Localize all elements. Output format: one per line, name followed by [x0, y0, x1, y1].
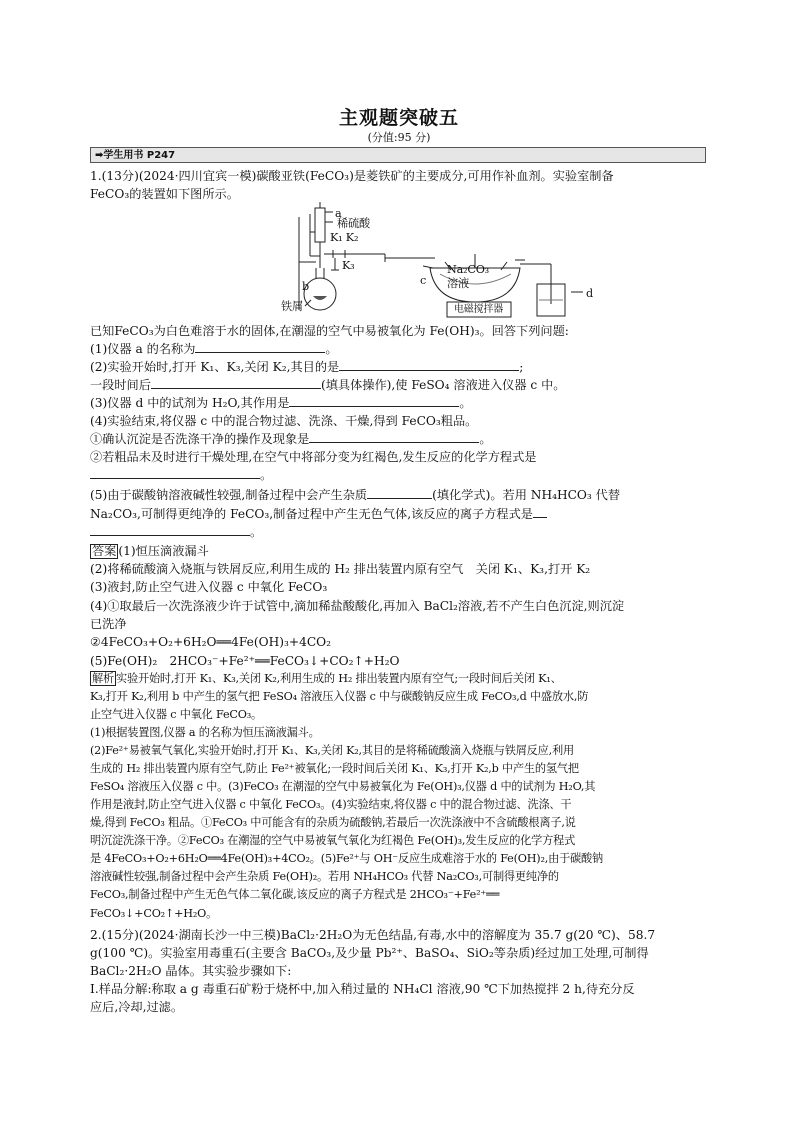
label-d: d [586, 287, 593, 300]
label-magnetic-stirrer: 电磁搅拌器 [454, 304, 503, 315]
label-b: b [302, 280, 309, 293]
textbook-reference-bar: ➡学生用书 P247 [90, 147, 706, 163]
q1-part-2b [90, 377, 566, 393]
label-c: c [420, 274, 427, 287]
q2-line-4: Ⅰ.样品分解:称取 a g 毒重石矿粉于烧杯中,加入稍过量的 NH₄Cl 溶液,90 ℃下加热搅拌 2 h,待充分反 [90, 982, 635, 996]
analysis-line-2: K₃,打开 K₂,利用 b 中产生的氢气把 FeSO₄ 溶液压入仪器 c 中与碳酸钠反应生成 FeCO₃,d 中盛放水,防 [90, 690, 589, 703]
q1-part-4b-blank [90, 467, 272, 483]
label-a: a [335, 207, 342, 220]
analysis-line-12: 溶液碱性较强,制备过程中会产生杂质 Fe(OH)₂。若用 NH₄HCO₃ 代替 Na₂CO₃,可制得更纯净的 [90, 870, 559, 883]
label-k3: K₃ [342, 259, 355, 272]
answer-blank [339, 359, 519, 371]
semicolon: ; [519, 360, 524, 374]
q2-line-3: BaCl₂·2H₂O 晶体。其实验步骤如下: [90, 964, 292, 978]
q1-part-4a-text: ①确认沉淀是否洗涤干净的操作及现象是 [90, 432, 310, 446]
q1-part-4: (4)实验结束,将仪器 c 中的混合物过滤、洗涤、干燥,得到 FeCO₃粗品。 [90, 414, 478, 428]
analysis-line-11: 是 4FeCO₃+O₂+6H₂O══4Fe(OH)₃+4CO₂。(5)Fe²⁺与 OH⁻反应生成难溶于水的 Fe(OH)₂,由于碳酸钠 [90, 852, 604, 865]
q1-part-5a-text: (5)由于碳酸钠溶液碱性较强,制备过程中会产生杂质 [90, 488, 368, 502]
answer-1: (1)恒压滴液漏斗 [118, 544, 209, 558]
q1-part-5a [90, 487, 620, 503]
analysis-line-7: FeSO₄ 溶液压入仪器 c 中。(3)FeCO₃ 在潮湿的空气中易被氧化为 Fe(OH)₃,仪器 d 中的试剂为 H₂O,其 [90, 780, 596, 793]
page-subtitle: (分值:95 分) [367, 131, 431, 144]
period: 。 [459, 396, 472, 410]
answer-tag: 答案 [92, 544, 117, 558]
analysis-line-1 [90, 671, 562, 687]
q1-part-5c-text: Na₂CO₃,可制得更纯净的 FeCO₃,制备过程中产生无色气体,该反应的离子方程式是 [90, 507, 533, 521]
analysis-line-3: 止空气进入仪器 c 中氧化 FeCO₃。 [90, 708, 262, 721]
answer-blank [151, 377, 321, 389]
label-k1-k2: K₁ K₂ [330, 231, 359, 244]
q1-part-5c-blank [90, 524, 262, 540]
analysis-line-6: 生成的 H₂ 排出装置内原有空气,防止 Fe²⁺被氧化;一段时间后关闭 K₁、K₃,打开 K₂,b 中产生的氢气把 [90, 762, 579, 775]
analysis-line-9: 燥,得到 FeCO₃ 粗品。①FeCO₃ 中可能含有的杂质为硫酸钠,若最后一次洗涤液中不含硫酸根离子,说 [90, 816, 576, 829]
q1-intro: 已知FeCO₃为白色难溶于水的固体,在潮湿的空气中易被氧化为 Fe(OH)₃。回答下列问题: [90, 324, 569, 338]
q1-part-3 [90, 395, 472, 411]
q2-line-5: 应后,冷却,过滤。 [90, 1000, 184, 1014]
label-dilute-sulfuric-acid: 稀硫酸 [337, 217, 370, 230]
label-na2co3: Na₂CO₃ [447, 263, 489, 276]
answer-4a: (4)①取最后一次洗涤液少许于试管中,滴加稀盐酸酸化,再加入 BaCl₂溶液,若不产生白色沉淀,则沉淀 [90, 599, 625, 613]
q2-line-2: g(100 ℃)。实验室用毒重石(主要含 BaCO₃,及少量 Pb²⁺、BaSO₄、SiO₂等杂质)经过加工处理,可制得 [90, 946, 649, 960]
q1-part-3-text: (3)仪器 d 中的试剂为 H₂O,其作用是 [90, 396, 290, 410]
period: 。 [260, 468, 273, 482]
page-title: 主观题突破五 [338, 107, 459, 129]
q1-part-2b-text: 一段时间后 [90, 378, 151, 392]
analysis-line-13: FeCO₃,制备过程中产生无色气体二氧化碳,该反应的离子方程式是 2HCO₃⁻+Fe²⁺══ [90, 888, 500, 901]
q2-line-1: 2.(15分)(2024·湖南长沙一中三模)BaCl₂·2H₂O为无色结晶,有毒,水中的溶解度为 35.7 g(20 ℃)、58.7 [90, 928, 656, 942]
answer-blank [289, 395, 459, 407]
answer-blank [533, 506, 547, 518]
answer-blank [90, 467, 260, 479]
q1-line-2: FeCO₃的装置如下图所示。 [90, 187, 239, 201]
answer-line-1 [90, 543, 209, 559]
analysis-line-4: (1)根据装置图,仪器 a 的名称为恒压滴液漏斗。 [90, 726, 320, 739]
answer-5: (5)Fe(OH)₂ 2HCO₃⁻+Fe²⁺══FeCO₃↓+CO₂↑+H₂O [90, 654, 400, 668]
analysis-line-8: 作用是液封,防止空气进入仪器 c 中氧化 FeCO₃。(4)实验结束,将仪器 c 中的混合物过滤、洗涤、干 [90, 798, 572, 811]
answer-3: (3)液封,防止空气进入仪器 c 中氧化 FeCO₃ [90, 580, 328, 594]
q1-part-2a [90, 359, 523, 375]
q1-part-1-text: (1)仪器 a 的名称为 [90, 342, 196, 356]
answer-blank [195, 341, 325, 353]
funnel-body [315, 208, 325, 242]
label-iron-filings: 铁屑 [281, 300, 303, 313]
q1-part-4a [90, 431, 492, 447]
analysis-tag: 解析 [92, 672, 114, 685]
period: 。 [479, 432, 492, 446]
analysis-line-5: (2)Fe²⁺易被氧气氧化,实验开始时,打开 K₁、K₃,关闭 K₂,其目的是将稀硫酸滴入烧瓶与铁屑反应,利用 [90, 744, 574, 757]
q1-part-1 [90, 341, 338, 357]
q1-line-1: 1.(13分)(2024·四川宜宾一模)碳酸亚铁(FeCO₃)是菱铁矿的主要成分,可用作补血剂。实验室制备 [90, 169, 614, 183]
analysis-line-10: 明沉淀洗涤干净。②FeCO₃ 在潮湿的空气中易被氧气氧化为红褐色 Fe(OH)₃,发生反应的化学方程式 [90, 834, 576, 847]
q1-part-2c-text: (填具体操作),使 FeSO₄ 溶液进入仪器 c 中。 [320, 378, 566, 392]
q1-part-2a-text: (2)实验开始时,打开 K₁、K₃,关闭 K₂,其目的是 [90, 360, 340, 374]
label-solution: 溶液 [447, 277, 469, 290]
answer-blank [309, 431, 479, 443]
q1-part-5c [90, 506, 547, 522]
q1-part-5b-text: (填化学式)。若用 NH₄HCO₃ 代替 [432, 488, 621, 502]
analysis-line-14: FeCO₃↓+CO₂↑+H₂O。 [90, 907, 218, 920]
answer-2: (2)将稀硫酸滴入烧瓶与铁屑反应,利用生成的 H₂ 排出装置内原有空气 关闭 K₁、K₃,打开 K₂ [90, 562, 591, 576]
answer-4c: ②4FeCO₃+O₂+6H₂O══4Fe(OH)₃+4CO₂ [90, 635, 332, 649]
q1-part-4b: ②若粗品未及时进行干燥处理,在空气中将部分变为红褐色,发生反应的化学方程式是 [90, 450, 537, 464]
answer-blank [367, 487, 432, 499]
answer-4b: 已洗净 [90, 617, 127, 631]
period: 。 [250, 525, 263, 539]
analysis-text-1: 实验开始时,打开 K₁、K₃,关闭 K₂,利用生成的 H₂ 排出装置内原有空气;一段时间后关闭 K₁、 [115, 672, 562, 685]
answer-blank [90, 524, 250, 536]
apparatus-diagram [275, 202, 615, 320]
period: 。 [325, 342, 338, 356]
